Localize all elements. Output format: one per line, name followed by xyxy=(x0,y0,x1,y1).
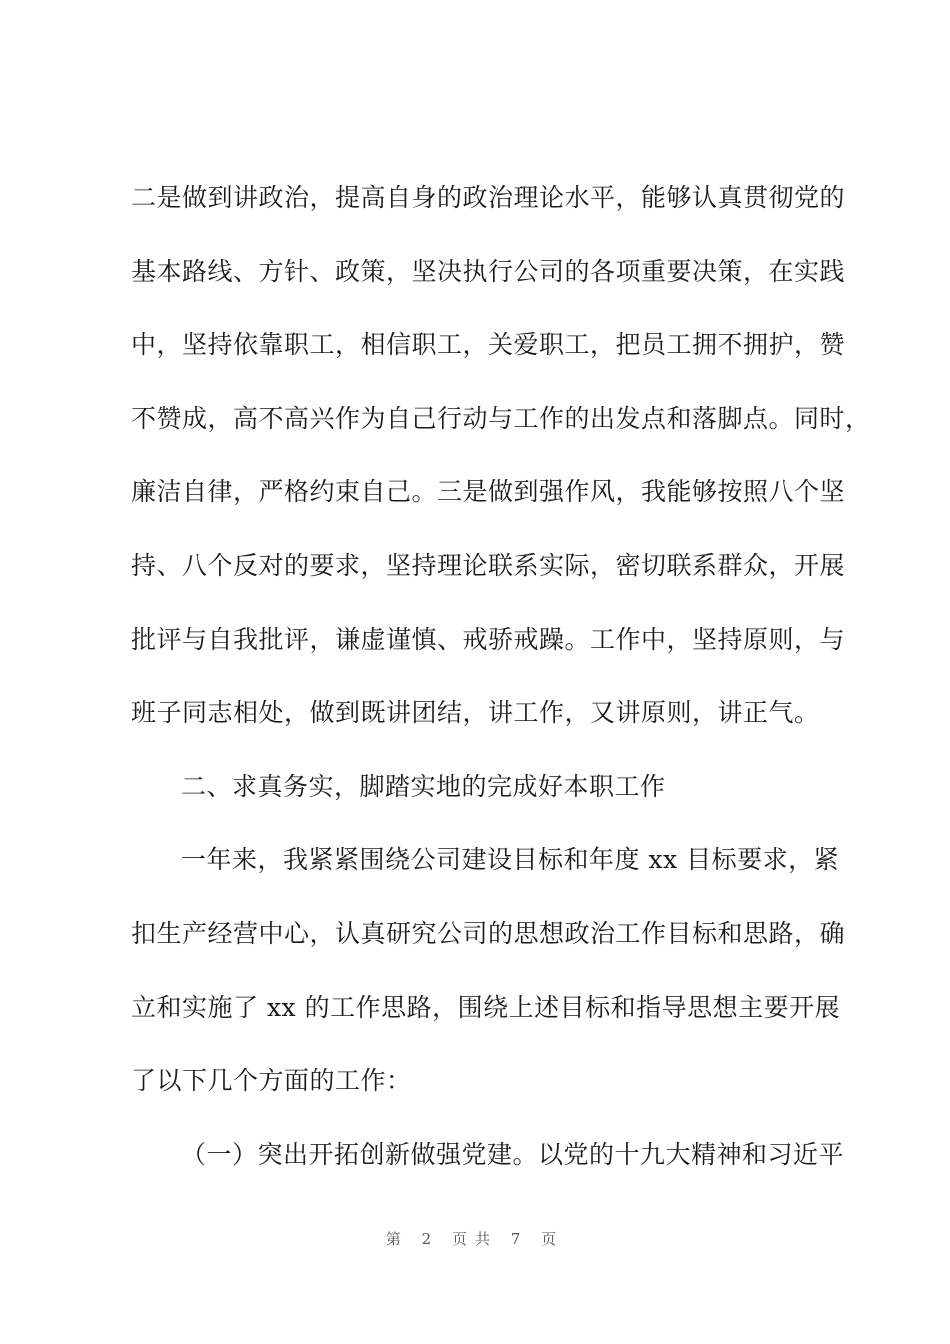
page-number-footer: 第 2 页共 7 页 xyxy=(385,1230,565,1248)
text-line: 持、八个反对的要求，坚持理论联系实际，密切联系群众，开展 xyxy=(131,550,846,580)
text-line: 一年来，我紧紧围绕公司建设目标和年度 xx 目标要求，紧 xyxy=(181,845,840,875)
text-line: 基本路线、方针、政策，坚决执行公司的各项重要决策，在实践 xyxy=(131,256,846,286)
text-line: 不赞成，高不高兴作为自己行动与工作的出发点和落脚点。同时， xyxy=(131,403,871,433)
text-line: 立和实施了 xx 的工作思路，围绕上述目标和指导思想主要开展 xyxy=(131,992,841,1022)
text-line: 扣生产经营中心，认真研究公司的思想政治工作目标和思路，确 xyxy=(131,918,846,948)
text-line: 了以下几个方面的工作： xyxy=(131,1066,412,1096)
text-line: 批评与自我批评，谦虚谨慎、戒骄戒躁。工作中，坚持原则，与 xyxy=(131,624,846,654)
text-line: 中，坚持依靠职工，相信职工，关爱职工，把员工拥不拥护，赞 xyxy=(131,330,846,360)
text-line: 廉洁自律，严格约束自己。三是做到强作风，我能够按照八个坚 xyxy=(131,477,846,507)
section-heading: 二、求真务实，脚踏实地的完成好本职工作 xyxy=(181,771,666,801)
text-line: 班子同志相处，做到既讲团结，讲工作，又讲原则，讲正气。 xyxy=(131,698,820,728)
text-line: 二是做到讲政治，提高自身的政治理论水平，能够认真贯彻党的 xyxy=(131,183,846,212)
subsection-heading: （一）突出开拓创新做强党建。以党的十九大精神和习近平 xyxy=(181,1139,845,1169)
body-text xyxy=(131,161,871,1191)
